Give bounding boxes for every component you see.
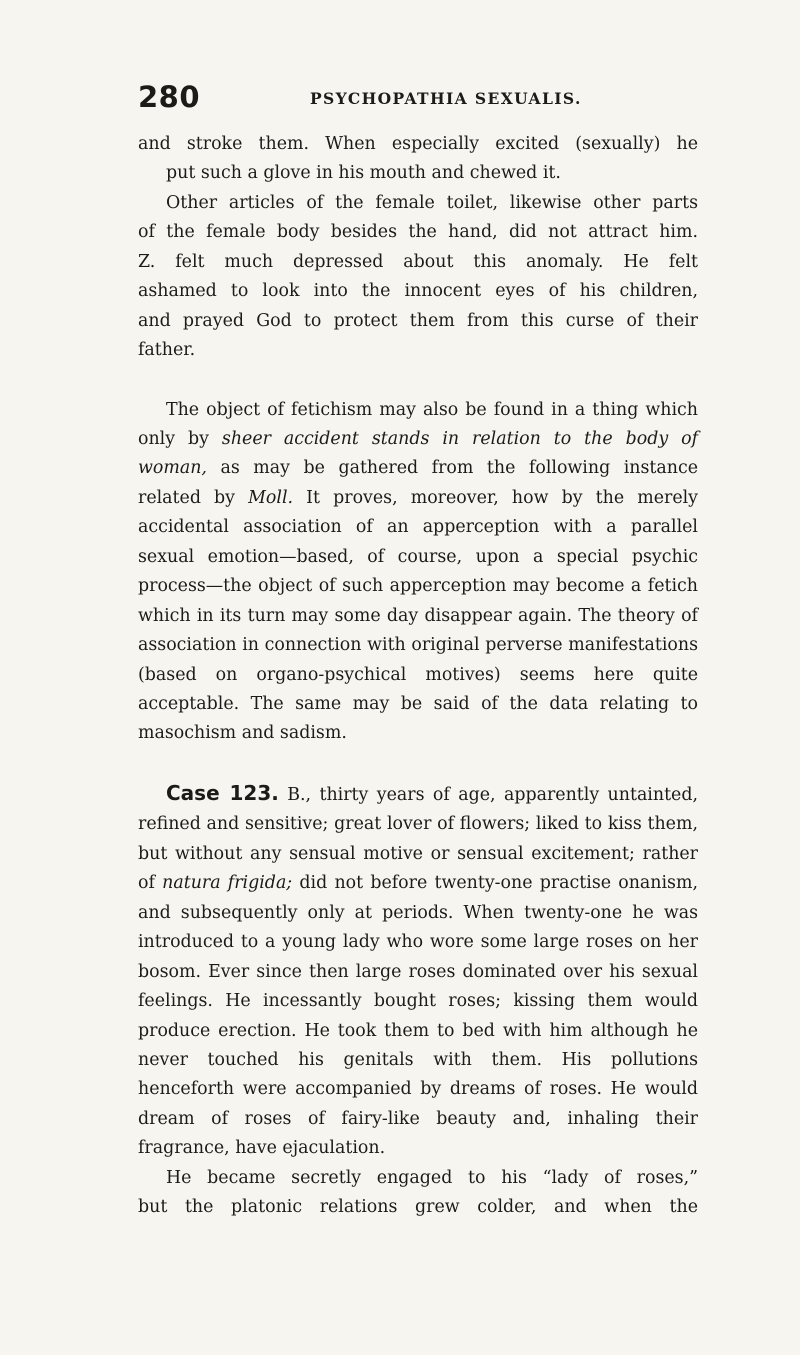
paragraph-fetichism [138, 396, 698, 749]
case-seg1: B., thirty years of age, apparently untainted, refined and sensitive; great lover of flowers; liked to kiss them, but without any sensual motive or sensual excitement; rather of [138, 784, 699, 894]
para2-italic-moll: Moll. [248, 487, 294, 508]
text-line: father. [138, 340, 196, 361]
case-italic-natura: natura frigida; [162, 873, 293, 894]
text-line: and stroke them. When especially excited (sexually) he [138, 134, 698, 154]
case-seg3: did not before twenty-one practise onanism, and subsequently only at periods. When twenty-one he was introduced to a young lady who wore some large roses on her bosom. Ever since then large roses dominated over his sexual feelings. He incessantly bought roses; kissing them would produce erection. He took them to bed with him although he never touched his genitals with them. His pollutions henceforth were accompanied by dreams of roses. He would dream of roses of fairy-like beauty and, inhaling their fragrance, have ejaculation. [138, 873, 699, 1159]
running-title: PSYCHOPATHIA SEXUALIS. [310, 89, 582, 108]
text-line: and prayed God to protect them from this curse of their [138, 310, 698, 331]
text-line: He became secretly engaged to his “lady of roses,” [166, 1167, 698, 1188]
page-number: 280 [138, 80, 201, 114]
para2-seg3: as may be gathered from the following instance related by [138, 458, 698, 508]
case-heading: Case 123. [166, 780, 279, 805]
text-line: put such a glove in his mouth and chewed it. [166, 163, 561, 184]
para2-seg1: The object of fetichism may also be found in a thing which only by [138, 399, 698, 449]
text-line: ashamed to look into the innocent eyes of his children, [138, 281, 698, 302]
text-line: but the platonic relations grew colder, and when the [138, 1197, 698, 1218]
text-line: Other articles of the female toilet, likewise other parts [166, 192, 698, 213]
body-text [138, 130, 698, 1223]
para2-italic-1: sheer accident stands in relation to the body of woman, [138, 428, 699, 479]
paragraph-engagement [138, 1164, 698, 1223]
para2-seg5: It proves, moreover, how by the merely accidental association of an apperception with a parallel sexual emotion—based, of course, upon a special psychic process—the object of such apperception may become a fetich which in its turn may some day disappear again. The theory of association in connection with original perverse manifestations (based on organo-psychical motives) seems here quite acceptable. The same may be said of the data relating to masochism and sadism. [138, 487, 698, 744]
page-header [138, 80, 698, 116]
paragraph-continuation [138, 130, 698, 366]
paragraph-case-123 [138, 779, 698, 1164]
text-line: of the female body besides the hand, did not attract him. [138, 222, 698, 243]
text-line: Z. felt much depressed about this anomaly. He felt [138, 251, 698, 272]
